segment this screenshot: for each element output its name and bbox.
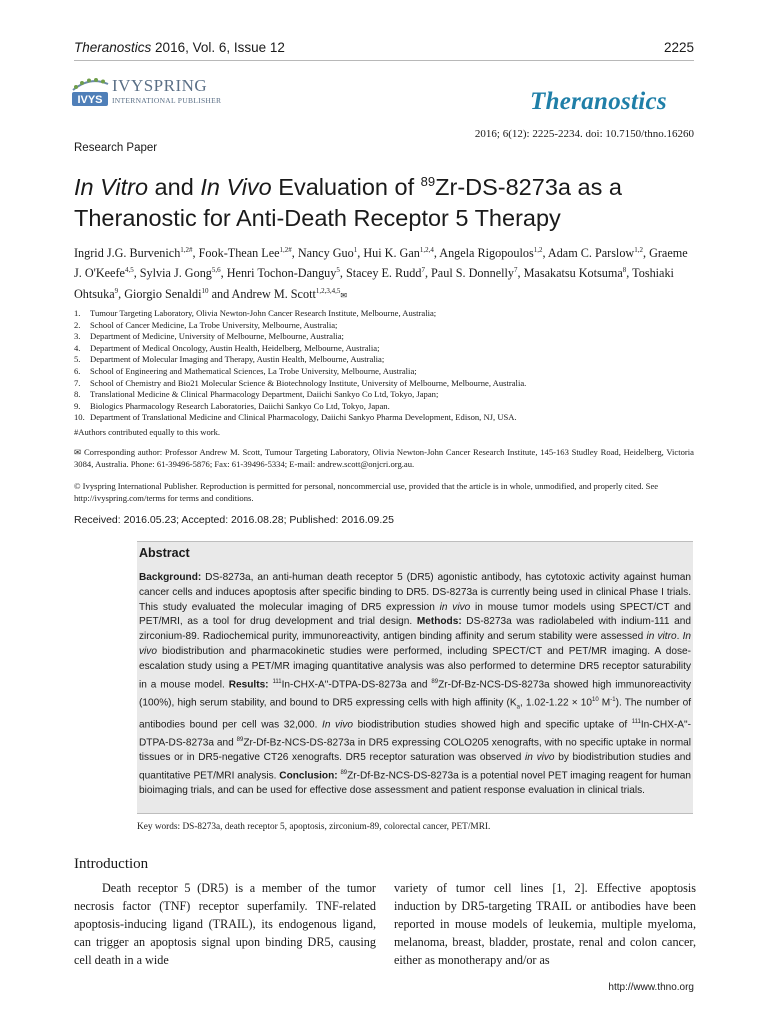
article-title xyxy=(74,166,694,234)
affiliation-item xyxy=(74,354,694,366)
author-affiliation-marker: 8 xyxy=(622,266,627,275)
author-affiliation-marker: 1,2 xyxy=(533,246,543,254)
author-separator: , xyxy=(339,266,346,281)
author-separator: and xyxy=(208,286,232,301)
journal-name: Theranostics xyxy=(74,40,152,55)
title-in-vitro: In Vitro xyxy=(74,173,149,200)
affiliation-item xyxy=(74,308,694,320)
author-affiliation-marker: 1,2,4 xyxy=(419,246,434,254)
publisher-name: IVYSPRING xyxy=(112,76,208,95)
abstract-italic: in vitro xyxy=(646,631,677,643)
author-name: Ingrid J.G. Burvenich xyxy=(74,246,181,261)
abstract-italic: in vivo xyxy=(525,752,555,764)
affiliation-number: 9. xyxy=(74,400,81,411)
affiliation-number: 5. xyxy=(74,354,81,365)
affiliation-number: 6. xyxy=(74,365,81,376)
title-segment: Evaluation of xyxy=(271,173,421,200)
exponent-superscript: -1 xyxy=(610,696,616,703)
abstract-text: In-CHX-A"-DTPA-DS-8273a and xyxy=(139,719,691,749)
author-affiliation-marker: 4,5 xyxy=(124,266,134,275)
header-divider xyxy=(74,60,694,61)
title-isotope-mass: 89 xyxy=(420,174,436,189)
author-separator: , xyxy=(357,246,364,261)
affiliation-number: 4. xyxy=(74,342,81,353)
affiliation-item xyxy=(74,331,694,343)
title-segment: and xyxy=(148,173,201,200)
introduction-left-column: Death receptor 5 (DR5) is a member of the tumor necrosis factor (TNF) receptor superfamily. TNF-related apoptosis-inducing ligand (TRAIL), its endogenous ligand, can trigger an apoptosis signal upon binding DR5, causing cell death in a wide xyxy=(74,881,376,968)
affiliation-text: Department of Medicine, University of Melbourne, Melbourne, Australia; xyxy=(90,331,344,342)
title-in-vivo: In Vivo xyxy=(200,173,272,200)
article-dates: Received: 2016.05.23; Accepted: 2016.08.28; Published: 2016.09.25 xyxy=(74,514,394,526)
corresponding-author xyxy=(74,447,694,470)
affiliation-item xyxy=(74,412,694,424)
affiliation-item xyxy=(74,343,694,355)
page-number: 2225 xyxy=(663,40,694,55)
affiliation-item xyxy=(74,320,694,332)
author-name: Graeme J. O'Keefe xyxy=(74,246,688,281)
author-affiliation-marker: 1,2# xyxy=(180,246,193,254)
affiliation-number: 1. xyxy=(74,308,81,318)
author-separator: , xyxy=(424,266,432,281)
author-name: Paul S. Donnelly xyxy=(431,266,514,281)
title-segment: Zr-DS-8273a as a Theranostic for Anti-Death Receptor 5 Therapy xyxy=(74,173,622,231)
author-name: Adam C. Parslow xyxy=(547,246,635,261)
author-affiliation-marker: 1,2# xyxy=(279,246,292,254)
abstract-background-label: Background: xyxy=(139,572,202,583)
author-separator: , xyxy=(517,266,524,281)
author-separator: , xyxy=(642,246,650,261)
subscript: a xyxy=(516,704,520,711)
email-icon[interactable]: ✉ xyxy=(340,290,348,300)
author-affiliation-marker: 1,2 xyxy=(634,246,643,254)
affiliation-number: 2. xyxy=(74,319,81,330)
author-affiliation-marker: 9 xyxy=(114,286,119,295)
author-separator: , xyxy=(433,246,440,261)
journal-logo: Theranostics xyxy=(530,88,667,115)
author-affiliation-marker: 1,2,3,4,5 xyxy=(315,286,341,295)
ivyspring-emblem-icon xyxy=(70,74,112,112)
author-name: Hui K. Gan xyxy=(363,246,420,261)
isotope-superscript: 111 xyxy=(272,678,282,685)
author-affiliation-marker: 1 xyxy=(353,246,358,254)
abstract-text: DS-8273a, an anti-human death receptor 5 (DR5) agonistic antibody, has cytotoxic activity against human cancer cells and induces apoptosis after specific binding to DR5. DS-8273a is currently being used in clinical Phase I trials. This study evaluated the molecular imaging of DR5 expression xyxy=(139,572,691,613)
author-affiliation-marker: 7 xyxy=(513,266,518,275)
isotope-superscript: 89 xyxy=(340,770,348,777)
abstract-box xyxy=(137,541,693,814)
introduction-heading: Introduction xyxy=(74,856,149,872)
affiliation-text: Tumour Targeting Laboratory, Olivia Newton-John Cancer Research Institute, Melbourne, Australia; xyxy=(90,308,437,318)
author-affiliation-marker: 10 xyxy=(201,286,209,295)
abstract-text: biodistribution and pharmacokinetic studies were performed, including SPECT/CT and PET/MR imaging. A dose-escalation study using a PET/MR imaging quantitative analysis was also performed to determine DR5 receptor saturability in a mouse model. xyxy=(139,645,691,690)
exponent-superscript: 10 xyxy=(591,696,599,703)
affiliation-number: 8. xyxy=(74,389,81,400)
affiliation-text: Department of Molecular Imaging and Therapy, Austin Health, Melbourne, Australia; xyxy=(90,354,385,365)
affiliation-number: 10. xyxy=(74,412,85,423)
publisher-subtitle: INTERNATIONAL PUBLISHER xyxy=(112,96,222,105)
affiliation-text: School of Chemistry and Bio21 Molecular Science & Biotechnology Institute, University of Melbourne, Melbourne, Australia. xyxy=(90,377,527,388)
issue-info: 2016, Vol. 6, Issue 12 xyxy=(151,40,285,55)
author-separator: , xyxy=(626,266,633,281)
author-name: Nancy Guo xyxy=(297,246,354,261)
abstract-heading: Abstract xyxy=(139,546,190,560)
keywords: Key words: DS-8273a, death receptor 5, apoptosis, zirconium-89, colorectal cancer, PET/MRI. xyxy=(137,822,491,832)
author-name: Giorgio Senaldi xyxy=(124,286,202,301)
affiliation-text: School of Cancer Medicine, La Trobe University, Melbourne, Australia; xyxy=(90,319,338,330)
author-affiliation-marker: 5,6 xyxy=(211,266,221,275)
author-separator: , xyxy=(133,266,140,281)
publisher-logo xyxy=(70,74,270,112)
abstract-text: In-CHX-A"-DTPA-DS-8273a and xyxy=(281,678,432,690)
affiliation-text: Department of Medical Oncology, Austin Health, Heidelberg, Melbourne, Australia; xyxy=(90,342,380,353)
affiliation-item xyxy=(74,389,694,401)
affiliation-item xyxy=(74,401,694,413)
author-name: Fook-Thean Lee xyxy=(198,246,280,261)
author-separator: , xyxy=(220,266,227,281)
envelope-icon: ✉ xyxy=(74,447,84,457)
author-name: Sylvia J. Gong xyxy=(139,266,212,281)
author-separator: , xyxy=(192,246,199,261)
article-type: Research Paper xyxy=(74,142,158,154)
abstract-conclusion-label: Conclusion: xyxy=(279,770,338,782)
author-name: Masakatsu Kotsuma xyxy=(523,266,623,281)
author-separator: , xyxy=(542,246,548,261)
abstract-text: Zr-Df-Bz-NCS-DS-8273a in DR5 expressing COLO205 xenografts, with no specific uptake in normal tissues or in DR5-negative CT26 xenografts. DR5 receptor saturation was observed xyxy=(139,737,691,764)
abstract-text: . xyxy=(676,631,683,643)
affiliation-number: 7. xyxy=(74,377,81,388)
abstract-italic: In vivo xyxy=(322,719,353,731)
affiliation-item xyxy=(74,378,694,390)
citation-line: 2016; 6(12): 2225-2234. doi: 10.7150/thno.16260 xyxy=(474,128,694,140)
abstract-text: DS-8273a was radiolabeled with indium-111 and zirconium-89. Radiochemical purity, immunoreactivity, antigen binding affinity and serum stability were assessed xyxy=(139,616,691,643)
isotope-superscript: 111 xyxy=(631,718,641,725)
author-name: Stacey E. Rudd xyxy=(345,266,422,281)
equal-contribution-note: #Authors contributed equally to this work. xyxy=(74,427,221,437)
abstract-text: Zr-Df-Bz-NCS-DS-8273a is a potential novel PET imaging reagent for human bioimaging trials, and can be used for effective dose assessment and patient response evaluation in clinical trials. xyxy=(139,770,691,797)
author-name: Toshiaki Ohtsuka xyxy=(74,266,674,301)
affiliation-text: Biologics Pharmacology Research Laboratories, Daiichi Sankyo Co Ltd, Tokyo, Japan. xyxy=(90,400,390,411)
abstract-text: biodistribution studies showed high and specific uptake of xyxy=(353,719,632,731)
isotope-superscript: 89 xyxy=(236,737,244,744)
author-name: Henri Tochon-Danguy xyxy=(226,266,337,281)
abstract-text: by biodistribution studies and quantitative PET/MRI analysis. xyxy=(139,752,691,782)
license-notice: © Ivyspring International Publisher. Reproduction is permitted for personal, noncommercial use, provided that the article is in whole, unmodified, and properly cited. See http://ivyspring.com/terms for terms and conditions. xyxy=(74,481,659,503)
affiliation-text: Department of Translational Medicine and Clinical Pharmacology, Daiichi Sankyo Pharma Development, Edison, NJ, USA. xyxy=(90,412,517,423)
running-header xyxy=(74,40,694,60)
author-affiliation-marker: 7 xyxy=(421,266,425,275)
author-separator: , xyxy=(291,246,298,261)
abstract-text: M xyxy=(598,697,611,709)
abstract-body xyxy=(137,571,693,799)
abstract-italic: In vivo xyxy=(139,631,692,657)
svg-text:IVYS: IVYS xyxy=(77,94,103,106)
footer-url-link[interactable]: http://www.thno.org xyxy=(608,982,694,993)
corresponding-text: Corresponding author: Professor Andrew M. Scott, Tumour Targeting Laboratory, Olivia Newton-John Cancer Research Institute, 145-163 Studley Road, Heidelberg, Victoria 3084, Australia. Phone: 61-39496-5876; Fax: 61-39496-5334; E-mail: andrew.scott@onjcri.org.au. xyxy=(74,447,694,469)
author-affiliation-marker: 5 xyxy=(336,266,340,275)
abstract-text: in mouse tumor models using SPECT/CT and PET/MRI, as a tool for drug development and trial design. xyxy=(139,601,691,628)
abstract-italic: in vivo xyxy=(439,601,471,613)
introduction-right-column: variety of tumor cell lines [1, 2]. Effective apoptosis induction by DR5-targeting TRAIL or antibodies have been reported in mouse models of leukemia, multiple myeloma, melanoma, breast, bladder, prostate, renal and colon cancer, either as monotherapy and/or as xyxy=(394,881,696,968)
affiliation-text: Translational Medicine & Clinical Pharmacology Department, Daiichi Sankyo Co Ltd, Tokyo, Japan; xyxy=(90,389,439,400)
abstract-text: ). The number of antibodies bound per cell was 32,000. xyxy=(139,697,692,731)
affiliation-item xyxy=(74,366,694,378)
abstract-results-label: Results: xyxy=(228,678,269,690)
affiliation-text: School of Engineering and Mathematical Sciences, La Trobe University, Melbourne, Australia; xyxy=(90,365,417,376)
abstract-text: , 1.02-1.22 × 10 xyxy=(519,697,592,709)
affiliation-list xyxy=(74,308,694,424)
author-list xyxy=(74,242,694,304)
abstract-methods-label: Methods: xyxy=(416,616,462,628)
author-name: Andrew M. Scott xyxy=(231,286,316,301)
affiliation-number: 3. xyxy=(74,331,81,342)
abstract-text: Zr-Df-Bz-NCS-DS-8273a showed high immunoreactivity (100%), high serum stability, and bound to DR5 expressing cells with high affinity (K xyxy=(139,678,692,709)
author-separator: , xyxy=(118,286,125,301)
isotope-superscript: 89 xyxy=(431,678,439,685)
author-name: Angela Rigopoulos xyxy=(439,246,534,261)
